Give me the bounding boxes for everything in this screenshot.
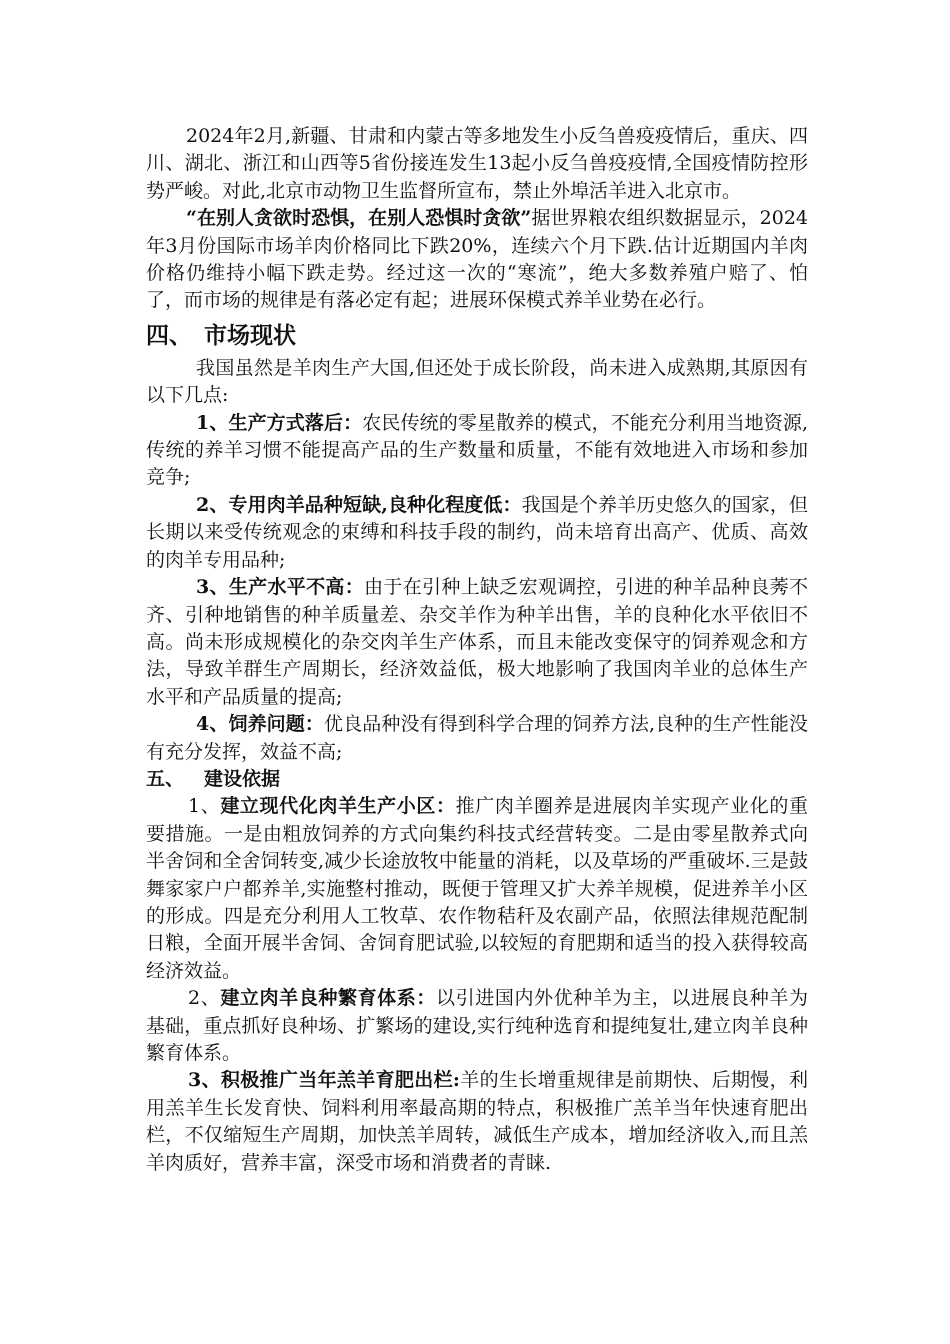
section-5-item-1 — [146, 793, 808, 985]
section-4-number: 四、 — [146, 321, 192, 349]
section-5-number: 五、 — [146, 767, 185, 790]
section-4-intro: 我国虽然是羊肉生产大国,但还处于成长阶段，尚未进入成熟期,其原因有以下几点: — [146, 356, 808, 407]
item-text: 农民传统的零星散养的模式，不能充分利用当地资源,传统的养羊习惯不能提高产品的生产数量和质量，不能有效地进入市场和参加竞争; — [146, 411, 808, 489]
item-label: 建立肉羊良种繁育体系： — [220, 987, 437, 1010]
item-text: 优良品种没有得到科学合理的饲养方法,良种的生产性能没有充分发挥，效益不高; — [146, 713, 808, 763]
item-label: 3、生产水平不高： — [196, 576, 365, 599]
section-5-heading — [146, 766, 808, 793]
item-text: 羊的生长增重规律是前期快、后期慢，利用羔羊生长发育快、饲料利用率最高期的特点，积极推广羔羊当年快速育肥出栏，不仅缩短生产周期，加快羔羊周转，减低生产成本，增加经济收入,而且羔羊肉质好，营养丰富，深受市场和消费者的青睐. — [146, 1069, 808, 1174]
item-prefix: 2、 — [188, 987, 221, 1010]
item-label: 建立现代化肉羊生产小区： — [220, 795, 456, 818]
paragraph-market-price-text: 据世界粮农组织数据显示，2024年3月份国际市场羊肉价格同比下跌20%，连续六个月下跌.估计近期国内羊肉价格仍维持小幅下跌走势。经过这一次的“寒流”，绝大多数养殖户赔了、怕了，而市场的规律是有落必定有起；进展环保模式养羊业势在必行。 — [146, 207, 808, 312]
document-body — [146, 123, 808, 1177]
quote-bold: “在别人贪欲时恐惧，在别人恐惧时贪欲” — [186, 207, 532, 230]
section-5-item-3 — [146, 1067, 808, 1177]
item-label: 3、积极推广当年羔羊育肥出栏: — [188, 1069, 460, 1092]
section-4-item-3 — [146, 574, 808, 711]
item-label: 1、生产方式落后： — [196, 411, 363, 434]
section-4-item-2 — [146, 492, 808, 574]
section-4-heading — [146, 321, 808, 351]
section-4-title: 市场现状 — [204, 321, 296, 349]
section-5-title: 建设依据 — [204, 767, 281, 790]
item-prefix: 1、 — [188, 795, 221, 818]
paragraph-market-price — [146, 205, 808, 315]
item-text: 我国是个养羊历史悠久的国家，但长期以来受传统观念的束缚和科技手段的制约，尚未培育出高产、优质、高效的肉羊专用品种; — [146, 493, 808, 571]
section-5-item-2 — [146, 985, 808, 1067]
section-4-item-4 — [146, 711, 808, 766]
item-label: 2、专用肉羊品种短缺,良种化程度低： — [196, 493, 522, 516]
item-label: 4、饲养问题： — [196, 713, 325, 736]
item-text: 以引进国内外优种羊为主，以进展良种羊为基础，重点抓好良种场、扩繁场的建设,实行纯种选育和提纯复壮,建立肉羊良种繁育体系。 — [146, 987, 808, 1064]
item-text: 由于在引种上缺乏宏观调控，引进的种羊品种良莠不齐、引种地销售的种羊质量差、杂交羊作为种羊出售，羊的良种化水平依旧不高。尚未形成规模化的杂交肉羊生产体系，而且未能改变保守的饲养观念和方法，导致羊群生产周期长，经济效益低，极大地影响了我国肉羊业的总体生产水平和产品质量的提高; — [146, 576, 808, 708]
section-4-item-1 — [146, 410, 808, 492]
paragraph-outbreak: 2024年2月,新疆、甘肃和内蒙古等多地发生小反刍兽疫疫情后，重庆、四川、湖北、浙江和山西等5省份接连发生13起小反刍兽疫疫情,全国疫情防控形势严峻。对此,北京市动物卫生监督所宣布，禁止外埠活羊进入北京市。 — [146, 125, 808, 202]
item-text: 推广肉羊圈养是进展肉羊实现产业化的重要措施。一是由粗放饲养的方式向集约科技式经营转变。二是由零星散养式向半舍饲和全舍饲转变,减少长途放牧中能量的消耗，以及草场的严重破坏.三是鼓舞家家户户都养羊,实施整村推动，既便于管理又扩大养羊规模，促进养羊小区的形成。四是充分利用人工牧草、农作物秸秆及农副产品，依照法律规范配制日粮，全面开展半舍饲、舍饲育肥试验,以较短的育肥期和适当的投入获得较高经济效益。 — [146, 795, 808, 982]
